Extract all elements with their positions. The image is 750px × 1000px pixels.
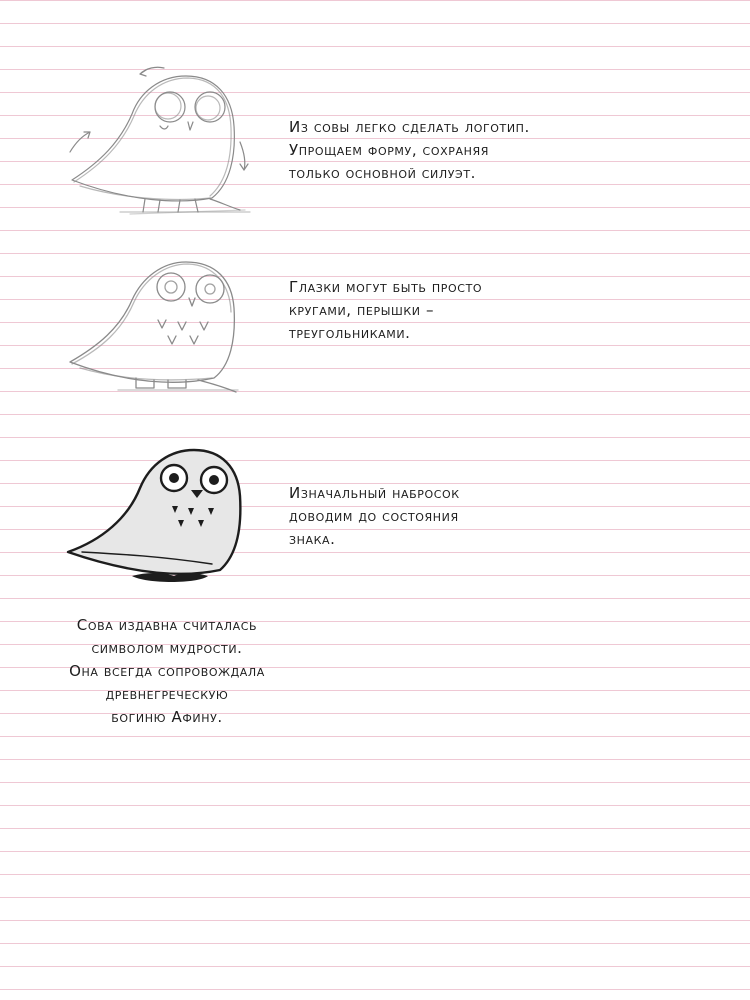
caption-line: Сова издавна считалась [76, 616, 258, 634]
caption-line: Изначальный набросок [289, 484, 460, 502]
caption-line: кругами, перышки – [289, 301, 435, 319]
caption-logo-idea [289, 116, 530, 185]
caption-line: треугольниками. [289, 324, 411, 342]
caption-line: знака. [289, 530, 336, 548]
caption-line: богиню Афину. [111, 708, 223, 726]
caption-line: древнегреческую [105, 685, 229, 703]
caption-simplify [289, 276, 482, 345]
caption-line: только основной силуэт. [289, 164, 477, 182]
caption-line: доводим до состояния [289, 507, 459, 525]
caption-wisdom-note [56, 614, 278, 729]
owl-final-ink [62, 440, 252, 600]
caption-line: Из совы легко сделать логотип. [289, 118, 530, 136]
caption-line: Упрощаем форму, сохраняя [289, 141, 489, 159]
caption-line: Она всегда сопровождала [69, 662, 265, 680]
owl-rough-sketch [60, 62, 270, 222]
owl-simplified-sketch [58, 250, 248, 410]
caption-line: символом мудрости. [91, 639, 243, 657]
caption-line: Глазки могут быть просто [289, 278, 483, 296]
caption-finalize [289, 482, 460, 551]
